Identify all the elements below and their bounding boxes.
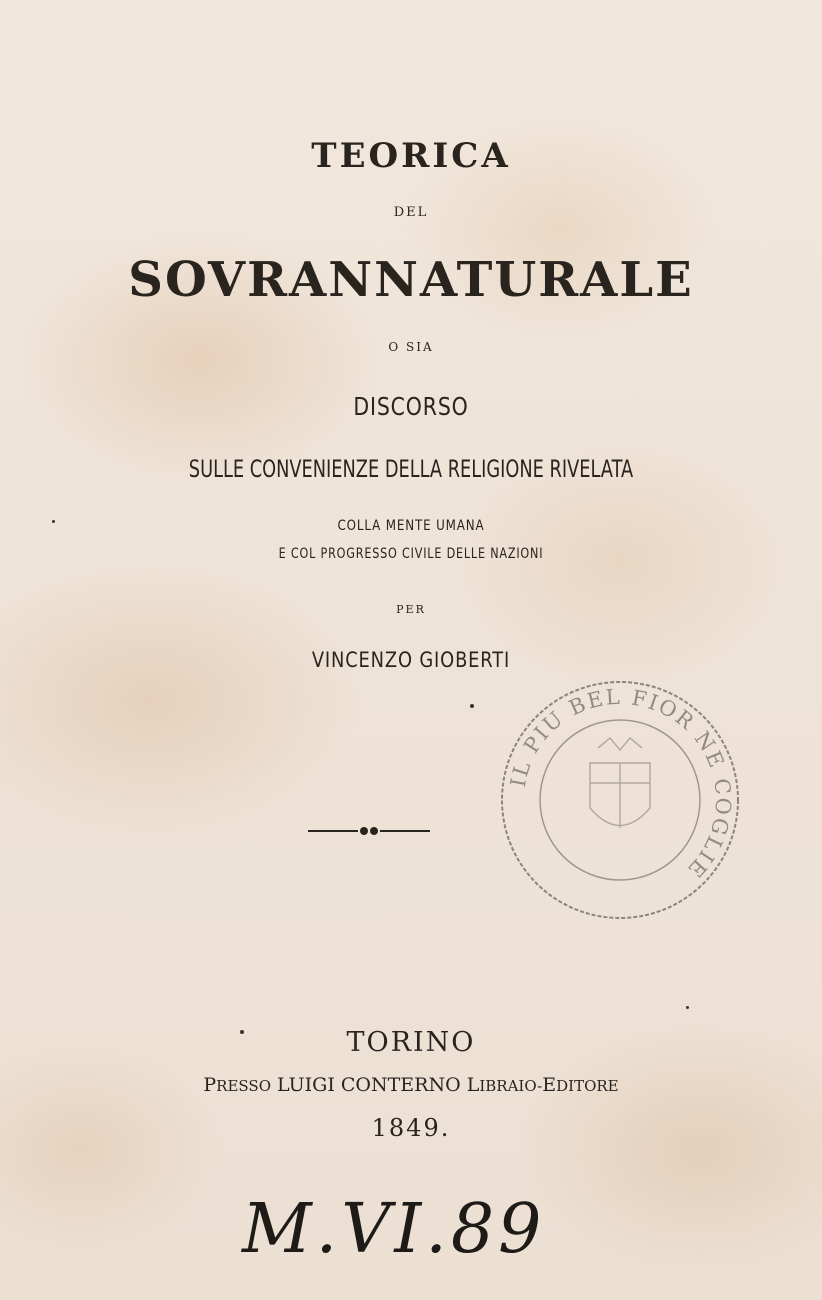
main-title: SOVRANNATURALE (128, 252, 694, 308)
book-title: TEORICA (311, 136, 511, 176)
imprint-city: TORINO (346, 1027, 476, 1058)
author-name: VINCENZO GIOBERTI (311, 648, 511, 672)
library-stamp (498, 678, 742, 922)
author-by: PER (396, 603, 426, 616)
paper-speck (470, 704, 474, 708)
paper-speck (52, 520, 55, 523)
imprint-year: 1849. (371, 1114, 451, 1142)
role-rest-2: DITORE (556, 1077, 619, 1095)
ornament-divider-icon (308, 822, 430, 840)
role-lead-2: E (542, 1074, 557, 1096)
crest-icon (590, 738, 650, 828)
role-rest: IBRAIO- (479, 1077, 543, 1095)
paper-speck (240, 1030, 244, 1034)
presso-lead: P (203, 1074, 217, 1096)
title-connector: DEL (393, 205, 429, 220)
subtitle: DISCORSO (353, 392, 469, 421)
imprint-publisher-line (0, 1074, 822, 1096)
publisher-name: LUIGI CONTERNO (277, 1074, 461, 1096)
subtitle-line-4: E COL PROGRESSO CIVILE DELLE NAZIONI (278, 546, 544, 562)
alt-connector: O SIA (388, 340, 434, 354)
stamp-legend: IL PIU BEL FIOR NE COGLIE (505, 684, 736, 884)
shelfmark-text: M.VI.89 (242, 1190, 546, 1269)
subtitle-line-2: SULLE CONVENIENZE DELLA RELIGIONE RIVELATA (188, 455, 634, 483)
presso-rest: RESSO (216, 1077, 271, 1095)
subtitle-line-3: COLLA MENTE UMANA (337, 518, 485, 534)
role-lead: L (466, 1074, 480, 1096)
paper-speck (686, 1006, 689, 1009)
shelfmark-handwriting (232, 1180, 632, 1290)
